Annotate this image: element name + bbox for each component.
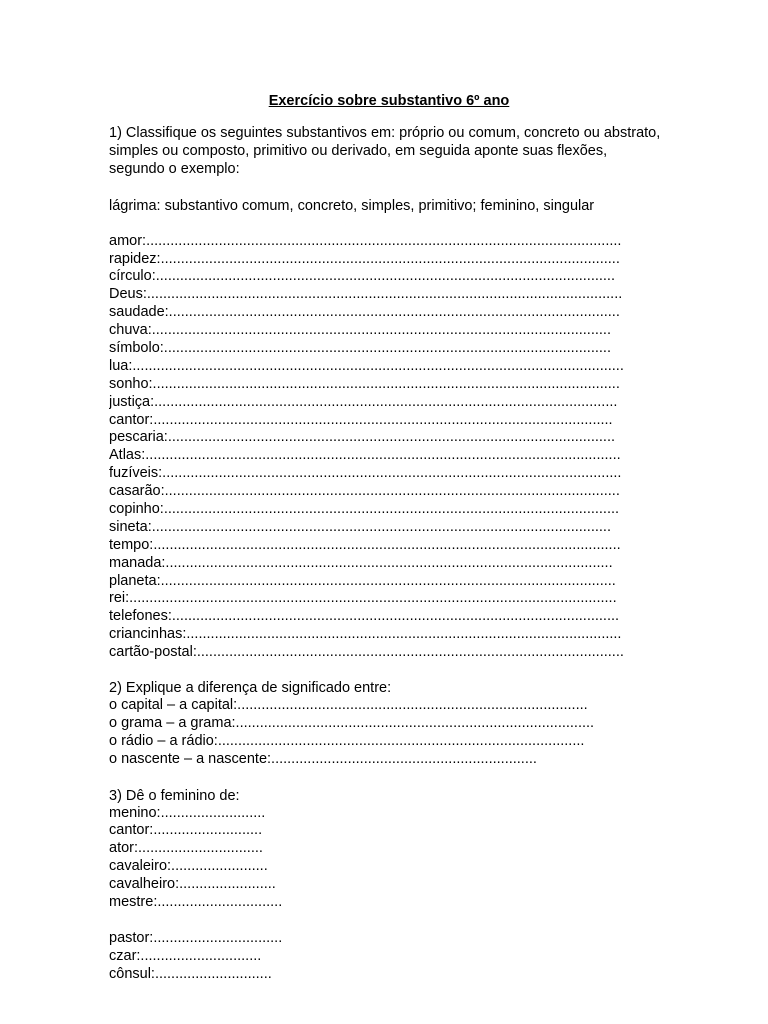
- q3-item: pastor:................................: [109, 929, 283, 946]
- question-3-list-a: [109, 805, 661, 912]
- q3-item: cavalheiro:........................: [109, 876, 276, 893]
- question-1-example: lágrima: substantivo comum, concreto, simples, primitivo; feminino, singular: [109, 197, 595, 214]
- q1-item: fuzíveis:..................................................................................................................: [109, 465, 622, 482]
- q1-item: telefones:...............................................................................................................: [109, 608, 620, 625]
- document-title: Exercício sobre substantivo 6º ano: [268, 93, 510, 109]
- question-2-list: [109, 697, 661, 769]
- q1-item: manada:...............................................................................................................: [109, 554, 613, 571]
- q1-item: casarão:.................................................................................................................: [109, 483, 620, 500]
- q2-item: o capital – a capital:.......................................................................................: [109, 696, 588, 713]
- q3-item: czar:..............................: [109, 947, 262, 964]
- q1-item: pescaria:...............................................................................................................: [109, 429, 616, 446]
- q3-item: cavaleiro:........................: [109, 858, 268, 875]
- question-2-prompt: 2) Explique a diferença de significado entre:: [109, 679, 392, 696]
- q3-item: cantor:...........................: [109, 822, 263, 839]
- q1-item: Atlas:......................................................................................................................: [109, 447, 621, 464]
- q1-item: sonho:....................................................................................................................: [109, 375, 620, 392]
- q1-item: círculo:..................................................................................................................: [109, 268, 615, 285]
- q3-item: ator:...............................: [109, 840, 263, 857]
- q1-item: rei:.........................................................................................................................: [109, 590, 617, 607]
- q2-item: o rádio – a rádio:...........................................................................................: [109, 732, 585, 749]
- q1-item: cartão-postal:..........................................................................................................: [109, 644, 624, 661]
- question-1-prompt: 1) Classifique os seguintes substantivos em: próprio ou comum, concreto ou abstrato, simples ou composto, primitivo ou derivado, em seguida aponte suas flexões, segundo o exemplo:: [109, 125, 661, 178]
- q3-item: menino:..........................: [109, 804, 266, 821]
- q1-item: saudade:................................................................................................................: [109, 304, 620, 321]
- q1-item: criancinhas:............................................................................................................: [109, 626, 622, 643]
- q1-item: rapidez:..................................................................................................................: [109, 250, 620, 267]
- q3-item: mestre:...............................: [109, 894, 283, 910]
- q1-item: justiça:...................................................................................................................: [109, 393, 618, 410]
- question-1-list: [109, 233, 661, 662]
- question-3-prompt: 3) Dê o feminino de:: [109, 787, 240, 804]
- q1-item: copinho:.................................................................................................................: [109, 500, 620, 517]
- q1-item: amor:......................................................................................................................: [109, 232, 622, 249]
- q1-item: sineta:..................................................................................................................: [109, 518, 611, 535]
- document-page: [109, 92, 661, 984]
- q1-item: cantor:..................................................................................................................: [109, 411, 613, 428]
- q2-item: o nascente – a nascente:..................................................................: [109, 750, 537, 767]
- q1-item: símbolo:...............................................................................................................: [109, 339, 611, 356]
- question-3-list-b: [109, 930, 661, 984]
- q2-item: o grama – a grama:.........................................................................................: [109, 714, 595, 731]
- q1-item: Deus:......................................................................................................................: [109, 286, 623, 303]
- q3-item: cônsul:.............................: [109, 965, 272, 982]
- q1-item: planeta:.................................................................................................................: [109, 572, 616, 589]
- q1-item: lua:..........................................................................................................................: [109, 357, 624, 374]
- q1-item: tempo:....................................................................................................................: [109, 536, 621, 553]
- q1-item: chuva:..................................................................................................................: [109, 322, 611, 339]
